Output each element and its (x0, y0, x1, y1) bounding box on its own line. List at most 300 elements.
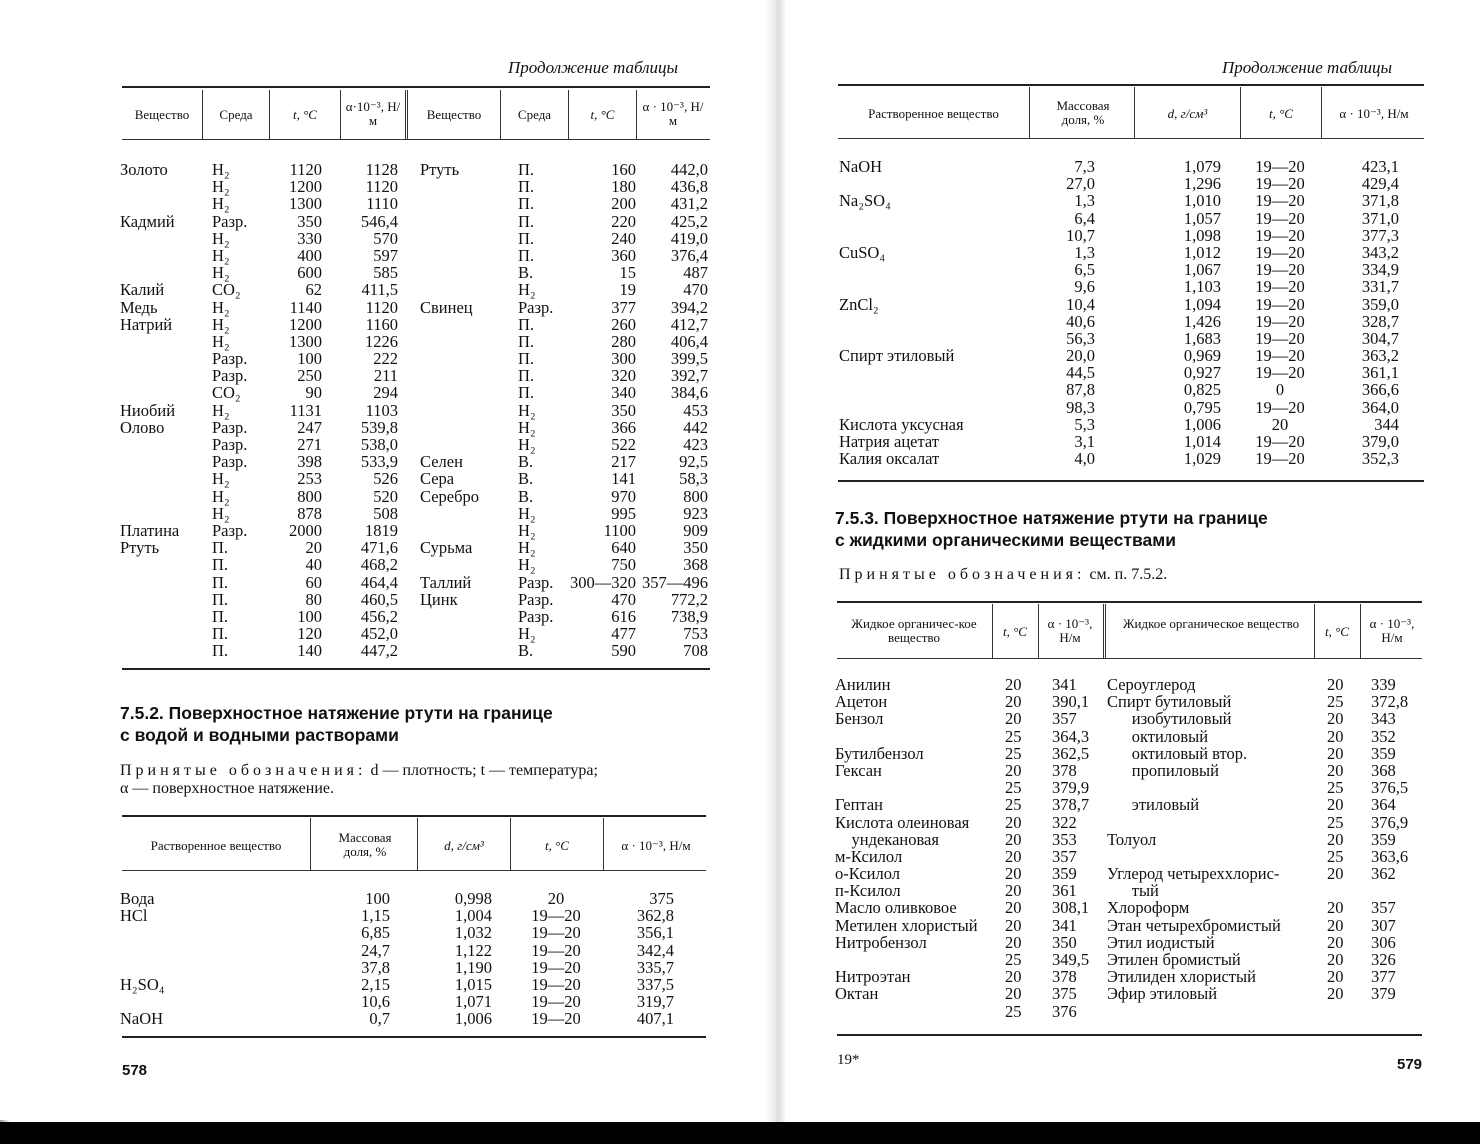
table-header-cell: t, °C (293, 107, 317, 122)
section-title: с жидкими органическими веществами (835, 530, 1176, 550)
table-cell: 180 (611, 177, 636, 197)
table-cell: 10,7 (1066, 225, 1095, 245)
table-cell: 20 (1005, 915, 1022, 935)
table-cell: 368 (683, 555, 708, 575)
table-cell: 20 (305, 538, 322, 558)
table-cell (120, 574, 205, 591)
table-cell: Нитробензол (835, 932, 927, 952)
table-cell: 1120 (365, 177, 398, 197)
table-cell: 429,4 (1361, 174, 1399, 194)
table-header-cell: α · 10⁻³, Н/м (642, 99, 704, 128)
table-cell (420, 556, 505, 573)
table-cell: 20 (1005, 829, 1022, 849)
table-cell (1107, 1003, 1312, 1020)
column-temperature (1005, 676, 1035, 1020)
table-cell: Метилен хлористый (835, 915, 978, 935)
table-cell: 378 (1052, 760, 1077, 780)
table-cell: 349,5 (1052, 950, 1090, 969)
table-cell: ундекановая (835, 829, 939, 849)
table-header-cell: Вещество (426, 107, 482, 122)
table-cell: Платина (120, 520, 180, 540)
column-substance (839, 158, 1019, 467)
table-cell (839, 175, 1019, 192)
table-bottom-rule (837, 1034, 1422, 1036)
table-cell: 319,7 (636, 992, 674, 1012)
table-cell: 343,2 (1361, 242, 1399, 262)
table-cell: Разр. (212, 452, 248, 472)
table-cell: CO₂ (212, 280, 241, 300)
table-cell: 447,2 (360, 641, 398, 661)
table-cell: 25 (1327, 812, 1344, 832)
table-cell: Вода (120, 889, 155, 908)
table-cell: 1,3 (1074, 242, 1095, 262)
table-cell: 20 (1327, 932, 1344, 952)
table-cell: 19—20 (1255, 397, 1305, 417)
page-number: 579 (1397, 1056, 1423, 1073)
table-cell: 25 (1005, 795, 1022, 815)
table-cell: 1,094 (1183, 294, 1221, 314)
table-cell: 20 (1005, 881, 1022, 901)
table-cell (120, 350, 205, 367)
table-cell: 350 (611, 400, 636, 420)
table-cell: 371,0 (1361, 208, 1399, 228)
column-temperature (1240, 158, 1320, 467)
table-cell: 597 (373, 245, 398, 265)
table-cell: 376 (1052, 1001, 1077, 1021)
table-cell: Калия оксалат (839, 449, 940, 469)
table-cell: 27,0 (1066, 174, 1095, 194)
table-cell: 6,85 (361, 923, 390, 943)
table-cell: 1,057 (1183, 208, 1221, 228)
table-cell: 37,8 (361, 957, 390, 977)
table-cell: 363,6 (1371, 846, 1409, 866)
table-cell (120, 230, 205, 247)
table-cell: 539,8 (360, 417, 398, 437)
table-cell: H₂ (212, 297, 230, 317)
table-cell (1371, 882, 1423, 899)
table-cell: 322 (1052, 812, 1077, 832)
table-cell (839, 381, 1019, 398)
table-cell: 120 (297, 624, 322, 644)
table-cell (120, 436, 205, 453)
table-cell: 361,1 (1361, 363, 1399, 383)
table-cell (835, 779, 995, 796)
table-cell: 431,2 (670, 194, 708, 214)
table-cell: 398 (297, 452, 322, 472)
notation-text: α — поверхностное натяжение. (120, 780, 334, 797)
signature-mark: 19* (837, 1052, 860, 1068)
table-cell: П. (212, 555, 229, 575)
table-cell: 19—20 (1255, 225, 1305, 245)
table-header-cell: α · 10⁻³, Н/м (1047, 616, 1093, 645)
table-cell: октиловый (1107, 726, 1209, 746)
table-cell: о-Ксилол (835, 864, 900, 884)
table-cell: 20,0 (1066, 346, 1095, 366)
table-cell: 304,7 (1361, 328, 1399, 348)
table-cell (835, 1003, 995, 1020)
table-cell: 1,012 (1183, 242, 1221, 262)
scan-border-bottom (0, 1122, 1480, 1144)
table-cell: 356,1 (636, 923, 674, 943)
table-cell (120, 195, 205, 212)
table-cell: 341 (1052, 675, 1077, 694)
table-cell (120, 333, 205, 350)
table-cell: 923 (683, 503, 708, 523)
table-cell: 0,795 (1183, 397, 1221, 417)
table-cell (420, 247, 505, 264)
table-cell: 306 (1371, 932, 1396, 952)
table-cell: 60 (305, 572, 322, 592)
table-cell: пропиловый (1107, 760, 1219, 780)
table-cell: 260 (611, 314, 636, 334)
table-cell (420, 264, 505, 281)
running-head-left: Продолжение таблицы (508, 58, 679, 77)
table-cell: 24,7 (361, 940, 390, 960)
table-cell: Октан (835, 984, 879, 1004)
table-cell: 4,0 (1074, 449, 1095, 469)
table-cell: В. (518, 469, 534, 489)
table-cell: 217 (611, 452, 636, 472)
table-cell: 9,6 (1074, 277, 1095, 297)
table-cell: 1,004 (454, 906, 492, 926)
table-cell (420, 213, 505, 230)
table-header-cell: t, °C (1003, 624, 1027, 639)
table-cell: 470 (683, 280, 708, 300)
table-cell: П. (212, 572, 229, 592)
table-cell (120, 959, 270, 976)
table-header-cell: Среда (219, 107, 253, 122)
table-cell: 1110 (366, 194, 398, 214)
table-cell: 357 (1052, 846, 1077, 866)
table-cell: 708 (683, 641, 708, 661)
table-cell: H₂ (212, 194, 230, 214)
table-cell: 20 (1005, 812, 1022, 832)
table-cell: 520 (373, 486, 398, 506)
table-cell: 464,4 (360, 572, 398, 592)
table-cell: этиловый (1107, 795, 1200, 815)
column-temperature (270, 161, 322, 659)
column-substance (835, 676, 995, 1020)
table-cell (839, 364, 1019, 381)
table-cell: 378,7 (1052, 795, 1090, 815)
table-cell: 359 (1371, 743, 1396, 763)
table-cell: 407,1 (636, 1009, 674, 1029)
table-cell: 0 (1275, 380, 1285, 400)
table-cell: 379 (1371, 984, 1396, 1004)
table-cell: 1819 (365, 520, 398, 540)
table-cell: 352 (1371, 726, 1396, 746)
table-cell: 19—20 (531, 957, 581, 977)
table-cell: Na₂SO₄ (839, 191, 891, 211)
table-cell: 1,032 (454, 923, 492, 943)
column-mass-fraction (1025, 158, 1095, 467)
table-cell: 375 (1052, 984, 1077, 1004)
table-cell (839, 399, 1019, 416)
column-mass-fraction (320, 890, 390, 1028)
table-cell: H₂ (212, 228, 230, 248)
table-cell: 0,969 (1183, 346, 1221, 366)
table-cell: NaOH (839, 157, 883, 176)
column-temperature (520, 890, 592, 1028)
table-cell: Разр. (518, 589, 554, 609)
table-cell: 140 (297, 641, 322, 661)
table-cell (1107, 814, 1312, 831)
table-cell: П. (518, 194, 535, 214)
col-divider (636, 90, 637, 139)
table-cell: 25 (1327, 692, 1344, 712)
table-top-rule (837, 601, 1422, 603)
column-temperature (560, 161, 636, 659)
table-cell: Селен (420, 452, 463, 472)
table-cell: Спирт бутиловый (1107, 692, 1232, 712)
table-cell: 419,0 (670, 228, 708, 248)
table-cell: Олово (120, 417, 165, 437)
table-cell: 350 (683, 538, 708, 558)
column-alpha (638, 161, 708, 659)
table-cell: 343 (1371, 709, 1396, 729)
table-cell: CO₂ (212, 383, 241, 403)
table-cell: П. (518, 211, 535, 231)
table-header-rule (837, 658, 1422, 659)
table-cell: 423,1 (1361, 157, 1399, 176)
table-cell (120, 453, 205, 470)
table-cell: 1,079 (1183, 157, 1221, 176)
table-cell: П. (212, 624, 229, 644)
column-medium (212, 161, 272, 659)
table-header-cell: Растворенное вещество (150, 838, 282, 853)
notation-label: Принятые обозначения: (839, 566, 1086, 583)
table-cell: 20 (1005, 898, 1022, 918)
table-cell: П. (518, 245, 535, 265)
table-cell: 1,067 (1183, 260, 1221, 280)
table-cell: 1120 (289, 160, 322, 179)
table-cell: Ртуть (420, 160, 460, 179)
col-divider (568, 90, 569, 139)
col-divider (500, 90, 501, 139)
table-cell: NaOH (120, 1009, 164, 1029)
table-cell: 452,0 (360, 624, 398, 644)
table-header-rule (122, 870, 706, 871)
table-cell: 1103 (365, 400, 398, 420)
table-cell: 160 (611, 160, 636, 179)
table-cell: 526 (373, 469, 398, 489)
column-alpha (1371, 676, 1423, 1020)
table-cell: 400 (297, 245, 322, 265)
table-header-cell: t, °C (1325, 624, 1349, 639)
notation-text: d — плотность; t — температура; (366, 762, 598, 779)
table-cell: 300 (611, 349, 636, 369)
table-cell (1371, 1003, 1423, 1020)
table-cell: 350 (297, 211, 322, 231)
table-cell: 1,071 (454, 992, 492, 1012)
table-cell: 6,5 (1074, 260, 1095, 280)
table-cell: H₂ (212, 245, 230, 265)
table-cell: 20 (1005, 675, 1022, 694)
table-cell: 1,006 (1183, 414, 1221, 434)
table-cell: 20 (1327, 915, 1344, 935)
section-title: с водой и водными растворами (120, 725, 399, 745)
table-cell: 394,2 (670, 297, 708, 317)
table-cell: 100 (297, 606, 322, 626)
notation-line (839, 566, 1167, 584)
table-cell: 15 (619, 263, 636, 283)
table-cell: 750 (611, 555, 636, 575)
table-cell: 406,4 (670, 331, 708, 351)
table-cell: В. (518, 641, 534, 661)
table-cell: 58,3 (679, 469, 708, 489)
table-header-cell: α·10⁻³, Н/м (345, 99, 401, 128)
table-cell: 590 (611, 641, 636, 661)
table-cell: HCl (120, 906, 148, 926)
table-cell: 522 (611, 435, 636, 454)
table-cell (420, 178, 505, 195)
table-cell: 20 (1327, 726, 1344, 746)
table-cell (420, 333, 505, 350)
table-cell: 19—20 (1255, 363, 1305, 383)
table-cell (1107, 779, 1312, 796)
table-cell: 92,5 (679, 452, 708, 472)
table-cell: 20 (1005, 760, 1022, 780)
table-cell: 442,0 (670, 160, 708, 179)
table-header-cell: t, °C (590, 107, 615, 122)
table-cell (420, 642, 505, 659)
table-cell: В. (518, 263, 534, 283)
table-cell: 19—20 (531, 992, 581, 1012)
table-header-cell: α · 10⁻³, Н/м (1369, 616, 1415, 645)
table-cell: H₂ (518, 520, 536, 540)
table-cell: 1,006 (454, 1009, 492, 1029)
table-cell: 423 (683, 435, 708, 454)
table-cell: 1100 (603, 520, 636, 540)
table-cell: 19—20 (1255, 260, 1305, 280)
table-cell (120, 264, 205, 281)
table-header-cell: Жидкое органичес-кое вещество (851, 616, 977, 645)
table-cell: 1,15 (361, 906, 390, 926)
table-header-cell: Растворенное вещество (868, 106, 999, 121)
table-cell: 253 (297, 469, 322, 489)
table-cell: 141 (611, 469, 636, 489)
table-cell: 376,5 (1371, 778, 1409, 798)
table-cell: H₂ (518, 435, 536, 454)
table-cell: 250 (297, 366, 322, 386)
table-cell: 20 (547, 889, 565, 908)
table-cell: 20 (1327, 864, 1344, 884)
right-page (785, 0, 1480, 1120)
table-cell: 1,014 (1183, 432, 1221, 451)
table-cell (835, 728, 995, 745)
col-divider (417, 818, 418, 870)
table-header-rule (838, 138, 1424, 139)
table-cell: 361 (1052, 881, 1077, 901)
table-cell: 20 (1005, 932, 1022, 952)
notation-text: см. п. 7.5.2. (1085, 566, 1168, 583)
table-cell (839, 210, 1019, 227)
table-cell: 271 (297, 435, 322, 454)
table-cell: Таллий (420, 572, 472, 592)
table-cell: 0,825 (1183, 380, 1221, 400)
table-cell: H₂ (518, 400, 536, 420)
table-cell: 10,6 (361, 992, 390, 1012)
table-cell: 460,5 (360, 589, 398, 609)
table-cell: Разр. (212, 520, 248, 540)
table-cell: 200 (611, 194, 636, 214)
table-cell: П. (518, 228, 535, 248)
table-cell: 1,426 (1183, 311, 1221, 331)
table-cell (420, 230, 505, 247)
table-cell: 19—20 (1255, 346, 1305, 366)
col-divider (1321, 87, 1322, 138)
table-cell: Сера (420, 469, 455, 489)
table-top-rule (122, 815, 706, 817)
table-cell: 19—20 (531, 940, 581, 960)
table-cell (839, 261, 1019, 278)
table-cell: 1,683 (1183, 328, 1221, 348)
column-alpha (1052, 676, 1104, 1020)
table-cell: В. (518, 452, 534, 472)
table-cell: 3,1 (1074, 432, 1095, 451)
col-divider-double (405, 90, 408, 139)
table-cell: 6,4 (1074, 208, 1095, 228)
table-cell: П. (212, 606, 229, 626)
column-density (420, 890, 492, 1028)
table-cell: Ацетон (835, 692, 888, 712)
table-cell: 772,2 (670, 589, 708, 609)
table-cell: 377,3 (1361, 225, 1399, 245)
table-cell: 7,3 (1074, 157, 1095, 176)
table-cell: Анилин (835, 675, 891, 694)
table-cell: H₂ (212, 177, 230, 197)
col-divider (603, 818, 604, 870)
table-cell: 456,2 (360, 606, 398, 626)
table-cell (120, 591, 205, 608)
table-cell: 20 (1005, 864, 1022, 884)
table-cell: 326 (1371, 950, 1396, 969)
table-cell: 2,15 (361, 974, 390, 994)
table-cell: CuSO₄ (839, 242, 886, 262)
table-cell: 1,029 (1183, 449, 1221, 469)
table-cell (420, 608, 505, 625)
table-bottom-rule (838, 480, 1424, 482)
table-cell: 425,2 (670, 211, 708, 231)
table-cell (120, 470, 205, 487)
table-cell: H₂ (212, 331, 230, 351)
table-header-cell: Массовая доля, % (338, 830, 392, 859)
table-cell: 320 (611, 366, 636, 386)
table-cell: Ниобий (120, 400, 176, 420)
table-cell: 1226 (365, 331, 398, 351)
table-cell: 19—20 (1255, 157, 1305, 176)
table-cell: 340 (611, 383, 636, 403)
col-divider (1134, 87, 1135, 138)
column-substance (120, 161, 205, 659)
table-cell: 19—20 (1255, 277, 1305, 297)
table-cell: 19—20 (1255, 294, 1305, 314)
table-cell: 364 (1371, 795, 1396, 815)
table-cell: 25 (1005, 726, 1022, 746)
col-divider (202, 90, 203, 139)
table-cell: 1,015 (454, 974, 492, 994)
table-cell: 100 (297, 349, 322, 369)
table-cell (420, 350, 505, 367)
table-cell: 640 (611, 538, 636, 558)
table-cell: 377 (1371, 967, 1396, 987)
table-top-rule (838, 84, 1424, 86)
column-alpha (340, 161, 398, 659)
table-cell: 753 (683, 624, 708, 644)
table-cell: Сероуглерод (1107, 675, 1196, 694)
table-cell: 19—20 (1255, 242, 1305, 262)
section-title: 7.5.2. Поверхностное натяжение ртути на границе (120, 703, 553, 723)
